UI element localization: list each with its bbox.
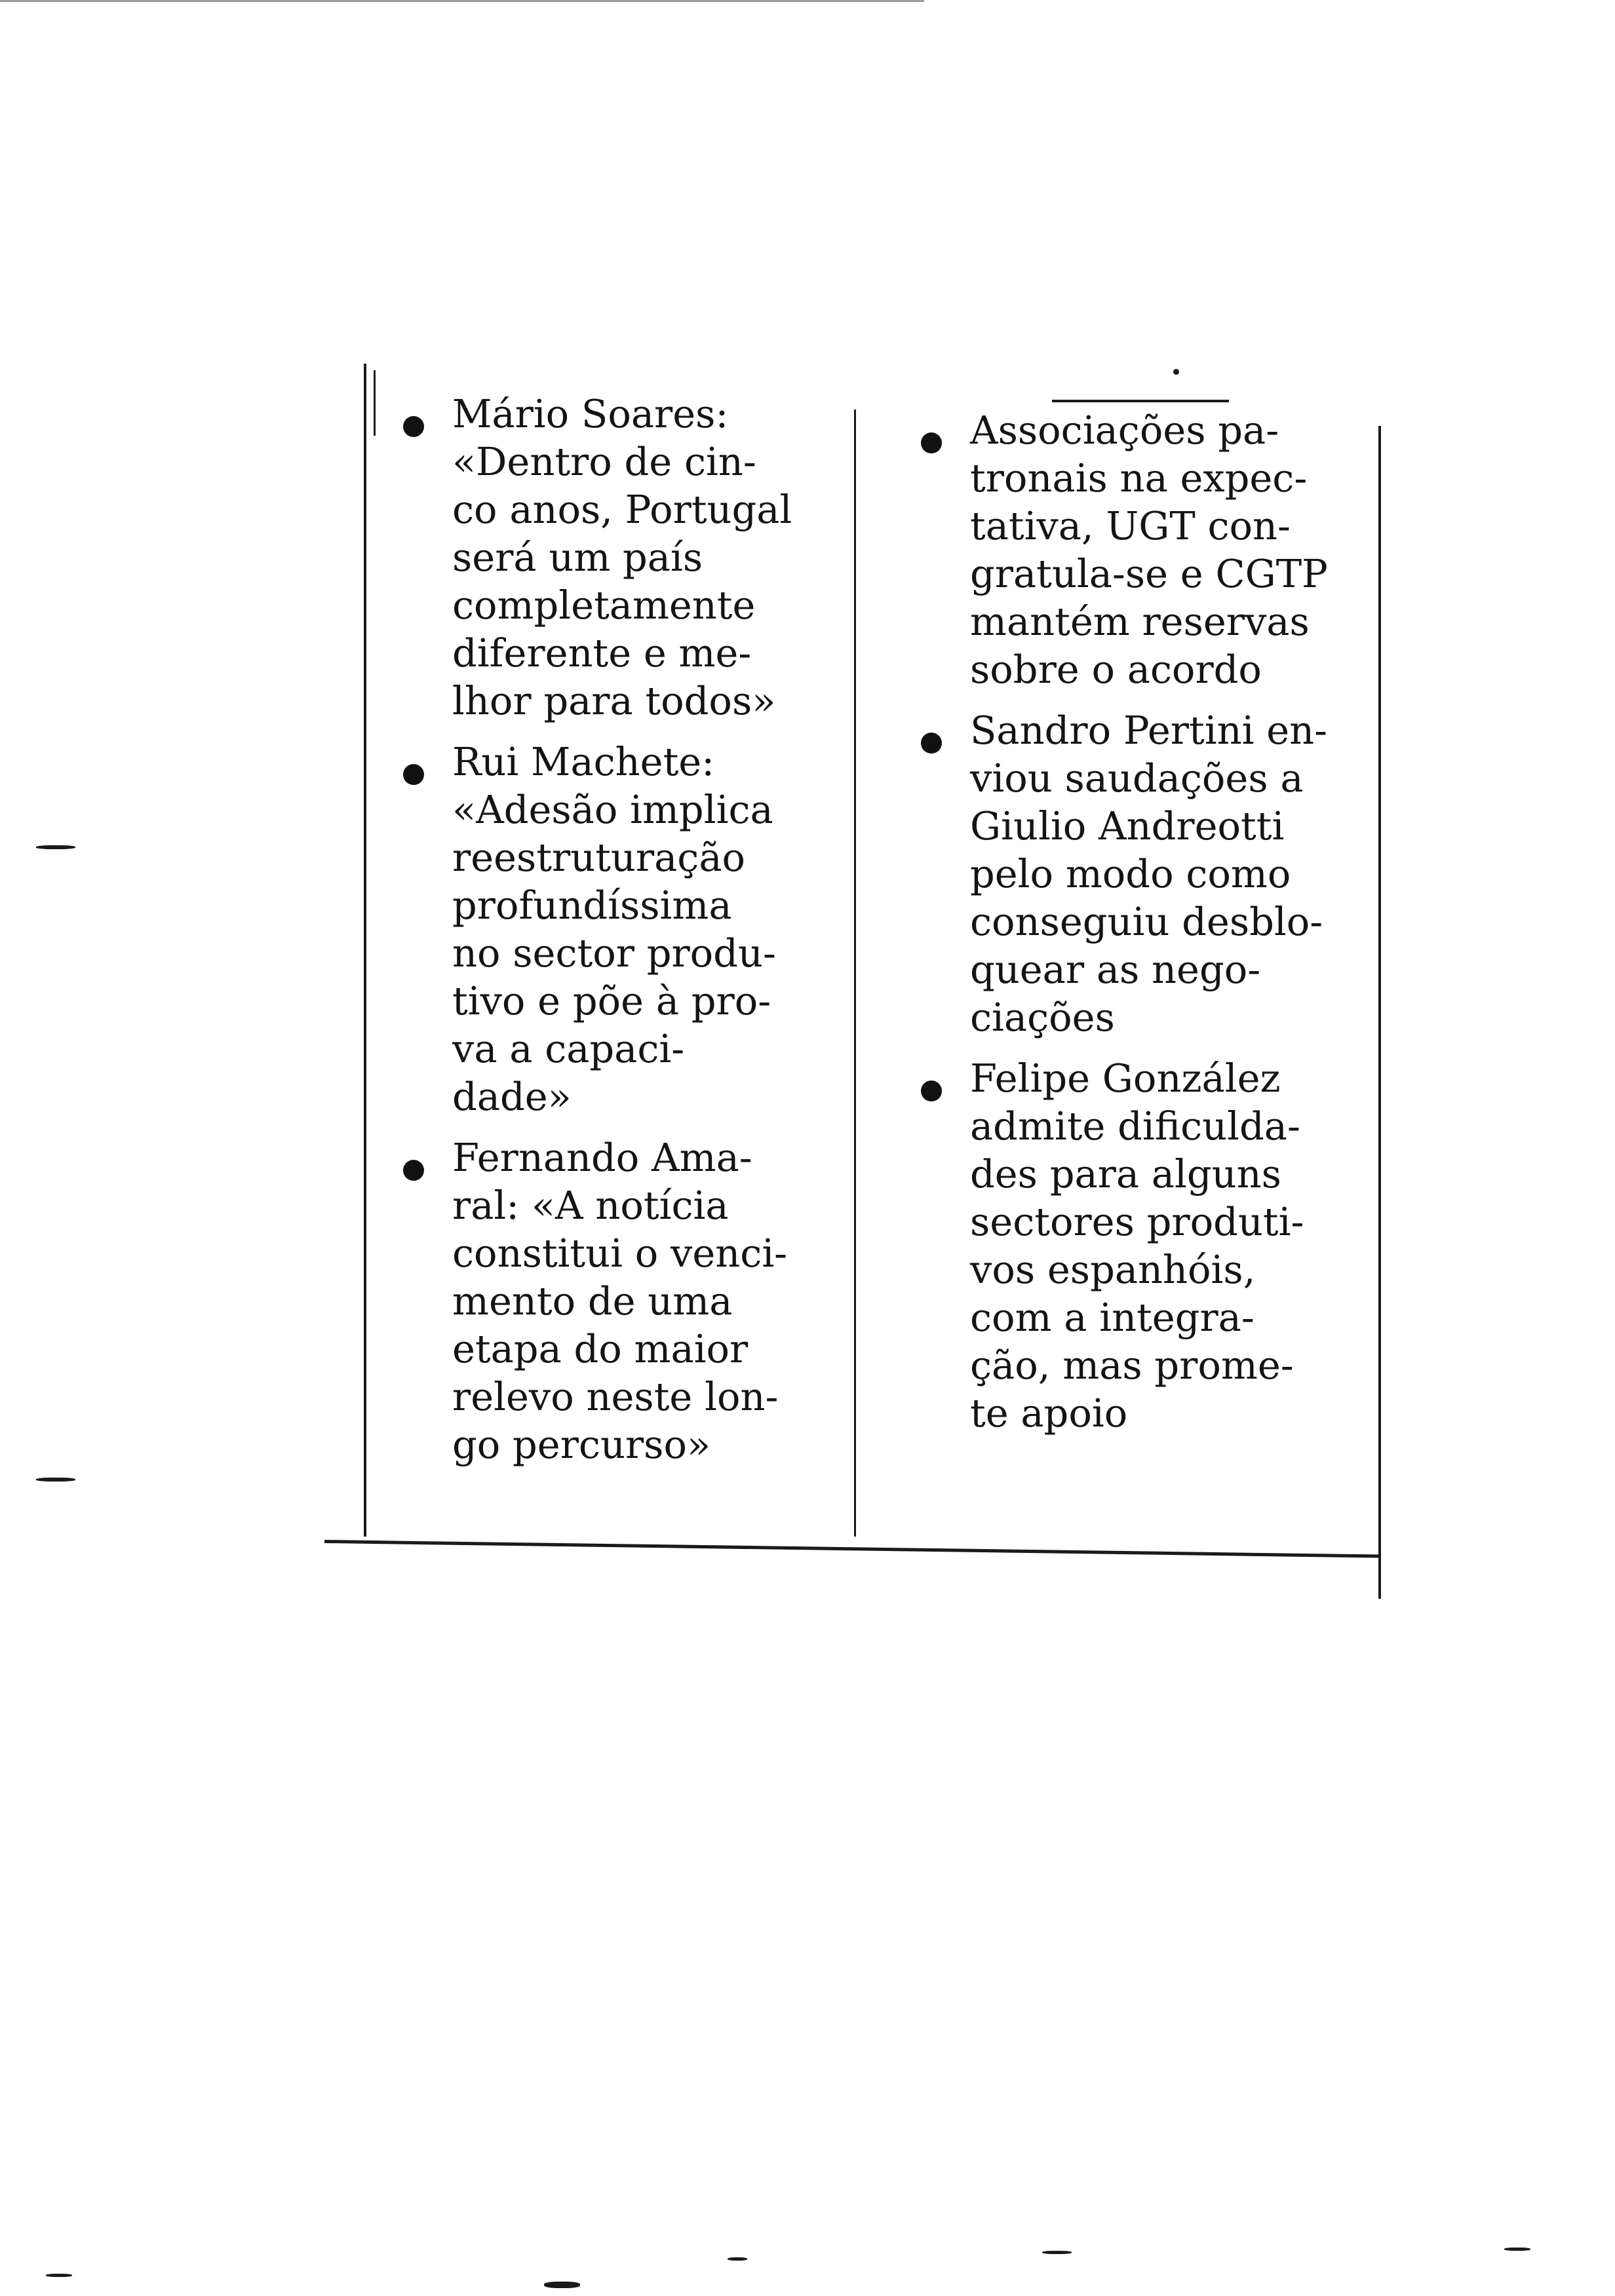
- text-line: será um país: [452, 535, 703, 580]
- newspaper-clipping: [324, 364, 1386, 1596]
- scan-smudge: [544, 2282, 580, 2288]
- left-column: [390, 390, 836, 1482]
- clipping-top-dot: [1173, 369, 1179, 375]
- text-line: tivo e põe à pro-: [452, 978, 771, 1024]
- text-line: quear as nego-: [970, 947, 1261, 992]
- text-line: admite dificulda-: [970, 1103, 1300, 1149]
- scan-smudge: [1042, 2251, 1072, 2254]
- text-line: te apoio: [970, 1390, 1128, 1436]
- text-line: gratula-se e CGTP: [970, 551, 1328, 596]
- text-line: va a capaci-: [452, 1026, 685, 1071]
- text-line: mento de uma: [452, 1278, 733, 1324]
- text-line: tativa, UGT con-: [970, 503, 1291, 548]
- text-line: vos espanhóis,: [970, 1247, 1256, 1292]
- text-line: pelo modo como: [970, 851, 1291, 896]
- text-line: conseguiu desblo-: [970, 899, 1323, 944]
- news-item: [908, 406, 1353, 693]
- text-line: constitui o venci-: [452, 1231, 788, 1276]
- text-line: ral: «A notícia: [452, 1183, 729, 1228]
- text-line: Rui Machete:: [452, 739, 715, 784]
- text-line: lhor para todos»: [452, 678, 776, 723]
- scan-smudge: [36, 845, 75, 849]
- news-item-text: [452, 390, 836, 725]
- scan-edge-line: [0, 0, 924, 2]
- text-line: reestruturação: [452, 835, 746, 880]
- news-item-text: [970, 406, 1353, 693]
- text-line: dade»: [452, 1074, 572, 1119]
- text-line: sectores produti-: [970, 1199, 1304, 1244]
- column-divider: [854, 410, 856, 1537]
- news-item-text: [452, 1134, 836, 1468]
- clipping-right-border: [1378, 426, 1381, 1599]
- text-line: no sector produ-: [452, 930, 776, 976]
- bullet-icon: [921, 733, 942, 754]
- text-line: tronais na expec-: [970, 455, 1308, 501]
- text-line: diferente e me-: [452, 630, 752, 676]
- text-line: go percurso»: [452, 1422, 711, 1467]
- bullet-icon: [921, 432, 942, 453]
- text-line: completamente: [452, 583, 756, 628]
- news-item: [390, 390, 836, 725]
- text-line: «Adesão implica: [452, 787, 773, 832]
- news-item: [390, 1134, 836, 1468]
- text-line: etapa do maior: [452, 1326, 749, 1371]
- clipping-top-rule: [1052, 400, 1229, 402]
- text-line: Mário Soares:: [452, 391, 729, 436]
- bullet-icon: [921, 1081, 942, 1101]
- news-item: [908, 706, 1353, 1041]
- text-line: «Dentro de cin-: [452, 439, 756, 484]
- clipping-left-border: [364, 364, 366, 1537]
- news-item-text: [970, 1054, 1353, 1437]
- clipping-bottom-border: [324, 1540, 1381, 1558]
- text-line: viou saudações a: [970, 756, 1304, 801]
- text-line: Associações pa-: [970, 408, 1279, 453]
- text-line: Giulio Andreotti: [970, 803, 1285, 849]
- text-line: ciações: [970, 995, 1115, 1040]
- news-item: [390, 738, 836, 1120]
- text-line: Felipe González: [970, 1056, 1281, 1101]
- bullet-icon: [403, 764, 424, 785]
- clipping-left-border-mark: [374, 370, 376, 436]
- text-line: sobre o acordo: [970, 647, 1262, 692]
- news-item-text: [452, 738, 836, 1120]
- bullet-icon: [403, 416, 424, 437]
- text-line: Fernando Ama-: [452, 1135, 752, 1180]
- text-line: des para alguns: [970, 1151, 1281, 1196]
- text-line: Sandro Pertini en-: [970, 708, 1328, 753]
- scan-smudge: [728, 2257, 747, 2261]
- news-item-text: [970, 706, 1353, 1041]
- scan-smudge: [46, 2274, 72, 2277]
- text-line: ção, mas prome-: [970, 1343, 1294, 1388]
- text-line: mantém reservas: [970, 599, 1310, 644]
- scan-smudge: [1504, 2248, 1530, 2251]
- bullet-icon: [403, 1160, 424, 1181]
- text-line: co anos, Portugal: [452, 487, 792, 532]
- news-item: [908, 1054, 1353, 1437]
- right-column: [908, 406, 1353, 1450]
- scan-smudge: [36, 1478, 75, 1482]
- text-line: com a integra-: [970, 1295, 1255, 1340]
- text-line: profundíssima: [452, 883, 732, 928]
- text-line: relevo neste lon-: [452, 1374, 779, 1419]
